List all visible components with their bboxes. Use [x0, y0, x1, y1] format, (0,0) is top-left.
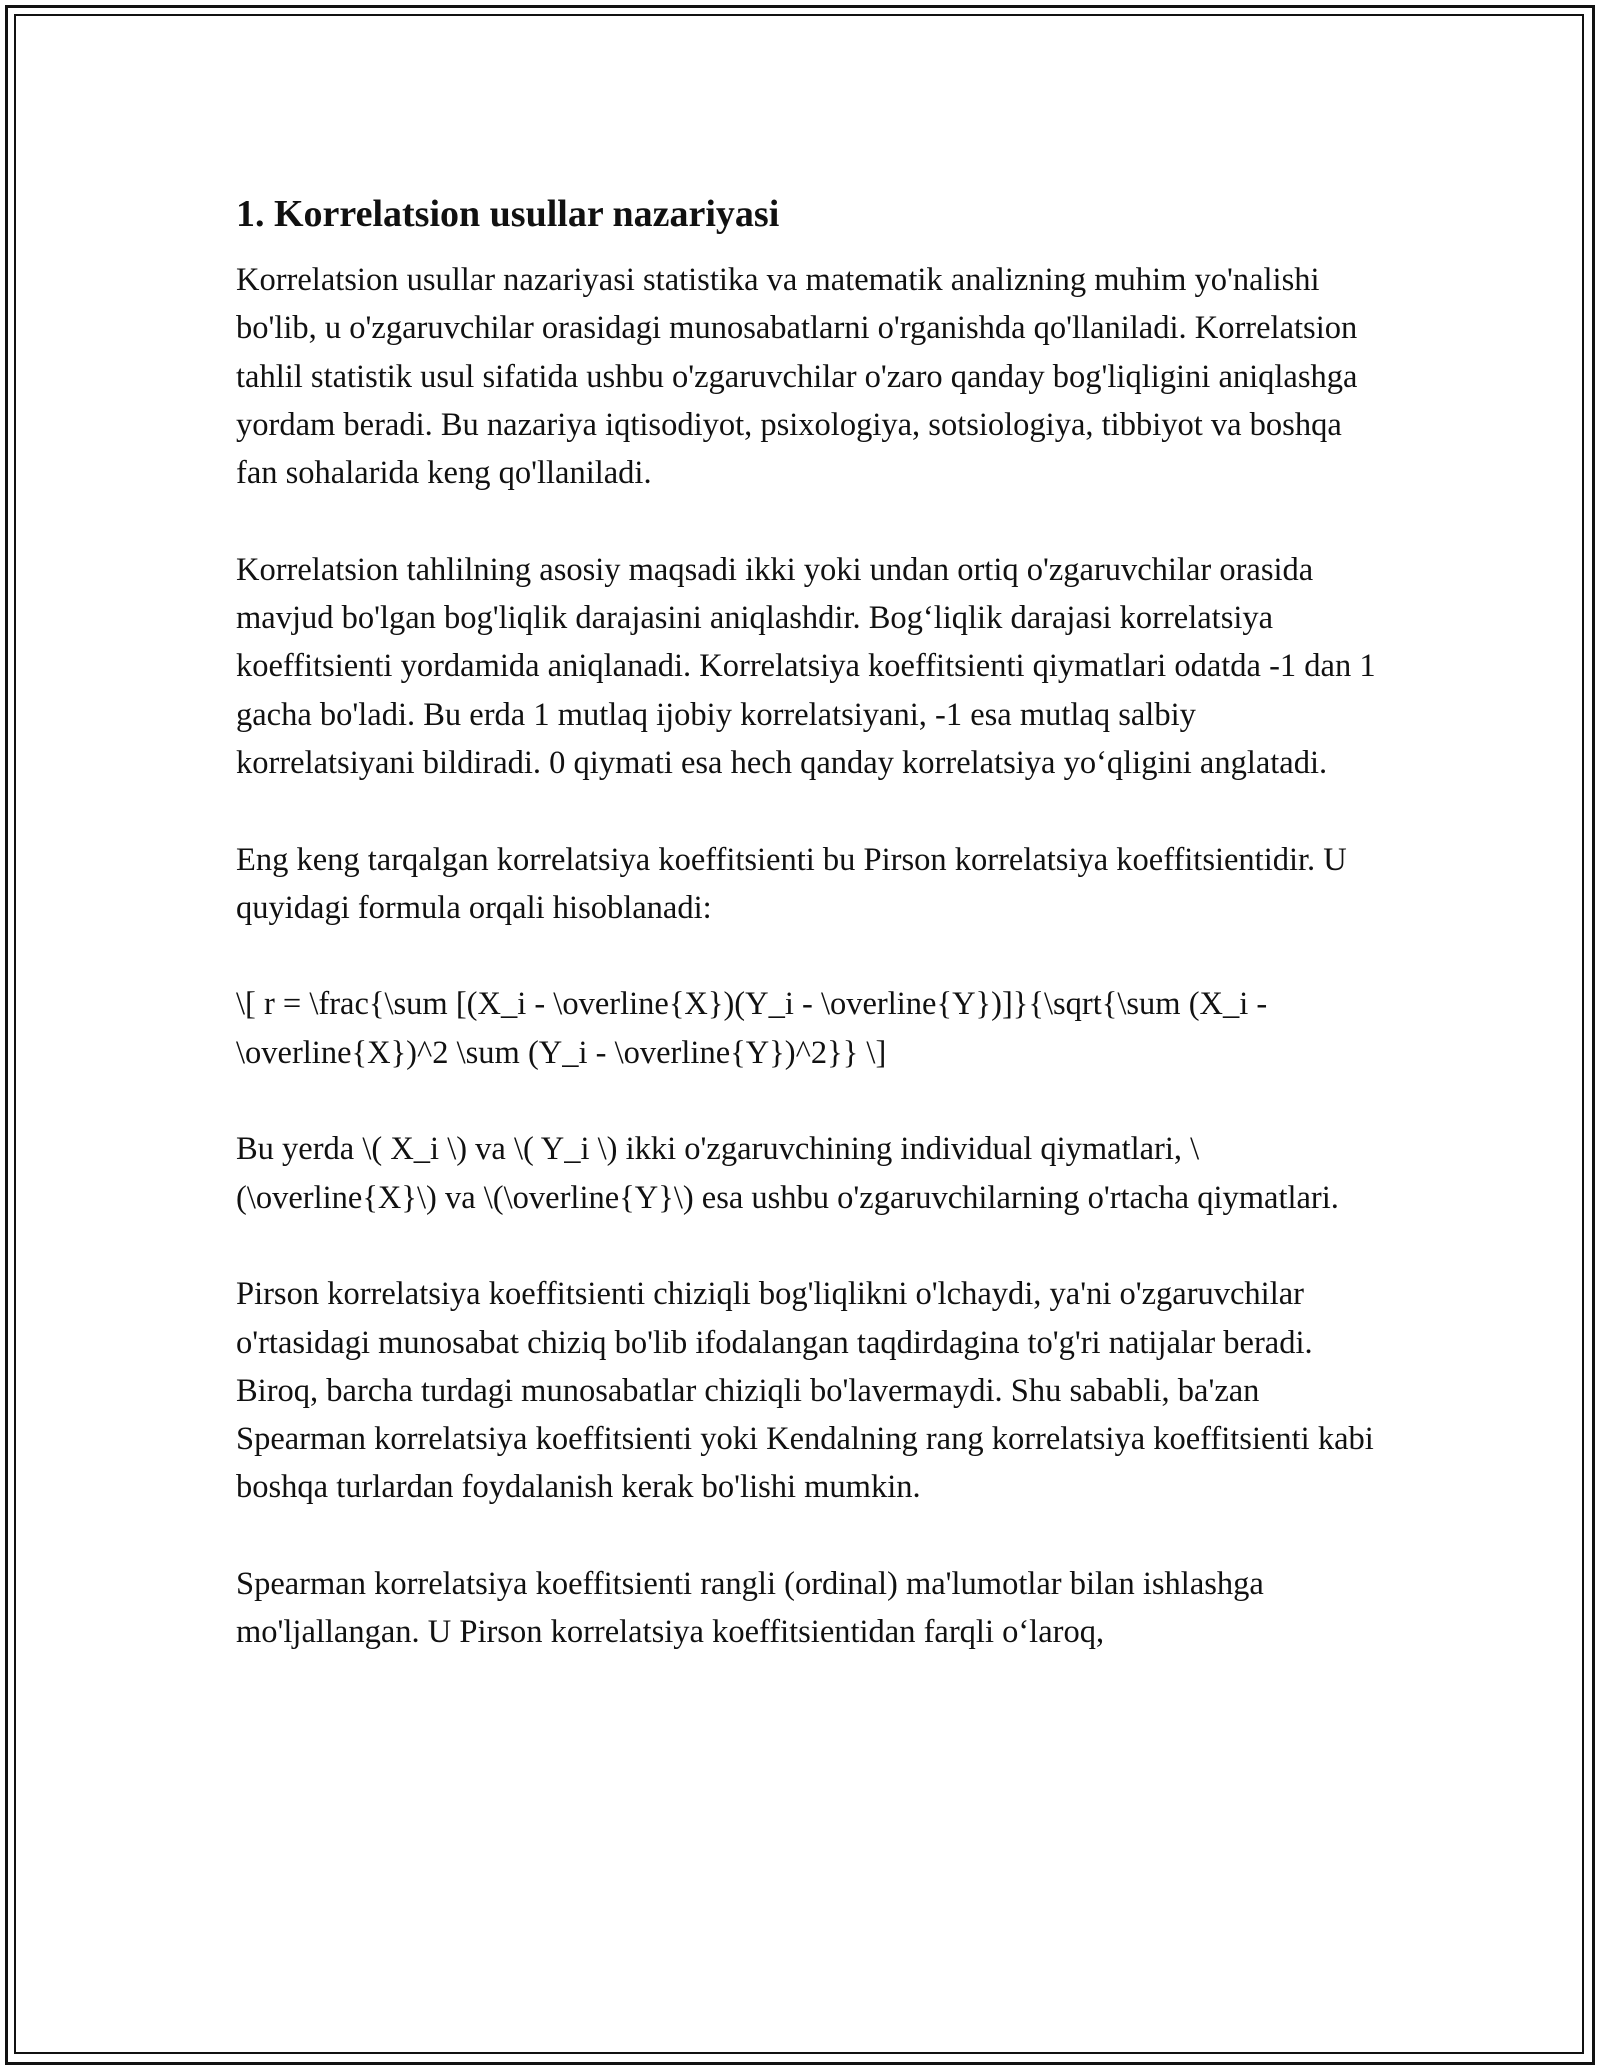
paragraph-formula-explanation: Bu yerda \( X_i \) va \( Y_i \) ikki o'zgaruvchining individual qiymatlari, \(\overline{X}\) va \(\overline{Y}\) esa ushbu o'zgaruvchilarning o'rtacha qiymatlari. — [236, 1131, 1339, 1216]
paragraph-purpose: Korrelatsion tahlilning asosiy maqsadi ikki yoki undan ortiq o'zgaruvchilar orasida mavjud bo'lgan bog'liqlik darajasini aniqlashdir. Bog‘liqlik darajasi korrelatsiya koeffitsienti yordamida aniqlanadi. Korrelatsiya koeffitsienti qiymatlari odatda -1 dan 1 gacha bo'ladi. Bu erda 1 mutlaq ijobiy korrelatsiyani, -1 esa mutlaq salbiy korrelatsiyani bildiradi. 0 qiymati esa hech qanday korrelatsiya yo‘qligini anglatadi. — [236, 551, 1376, 781]
paragraph-intro: Korrelatsion usullar nazariyasi statistika va matematik analizning muhim yo'nalishi bo'lib, u o'zgaruvchilar orasidagi munosabatlarni o'rganishda qo'llaniladi. Korrelatsion tahlil statistik usul sifatida ushbu o'zgaruvchilar o'zaro qanday bog'liqligini aniqlashga yordam beradi. Bu nazariya iqtisodiyot, psixologiya, sotsiologiya, tibbiyot va boshqa fan sohalarida keng qo'llaniladi. — [236, 262, 1358, 492]
paragraph-pearson-intro: Eng keng tarqalgan korrelatsiya koeffitsienti bu Pirson korrelatsiya koeffitsientidir. U quyidagi formula orqali hisoblanadi: — [236, 841, 1347, 926]
paragraph-formula: \[ r = \frac{\sum [(X_i - \overline{X})(Y_i - \overline{Y})]}{\sqrt{\sum (X_i - \overline{X})^2 \sum (Y_i - \overline{Y})^2}} \] — [236, 986, 1268, 1071]
paragraph-spearman: Spearman korrelatsiya koeffitsienti rangli (ordinal) ma'lumotlar bilan ishlashga mo'ljallangan. U Pirson korrelatsiya koeffitsientidan farqli o‘laroq, — [236, 1566, 1264, 1651]
document-body — [236, 180, 1376, 1705]
paragraph-linear-limitation: Pirson korrelatsiya koeffitsienti chiziqli bog'liqlikni o'lchaydi, ya'ni o'zgaruvchilar o'rtasidagi munosabat chiziq bo'lib ifodalangan taqdirdagina to'g'ri natijalar beradi. Biroq, barcha turdagi munosabatlar chiziqli bo'lavermaydi. Shu sababli, ba'zan Spearman korrelatsiya koeffitsienti yoki Kendalning rang korrelatsiya koeffitsienti kabi boshqa turlardan foydalanish kerak bo'lishi mumkin. — [236, 1276, 1374, 1506]
section-heading: 1. Korrelatsion usullar nazariyasi — [236, 193, 780, 235]
